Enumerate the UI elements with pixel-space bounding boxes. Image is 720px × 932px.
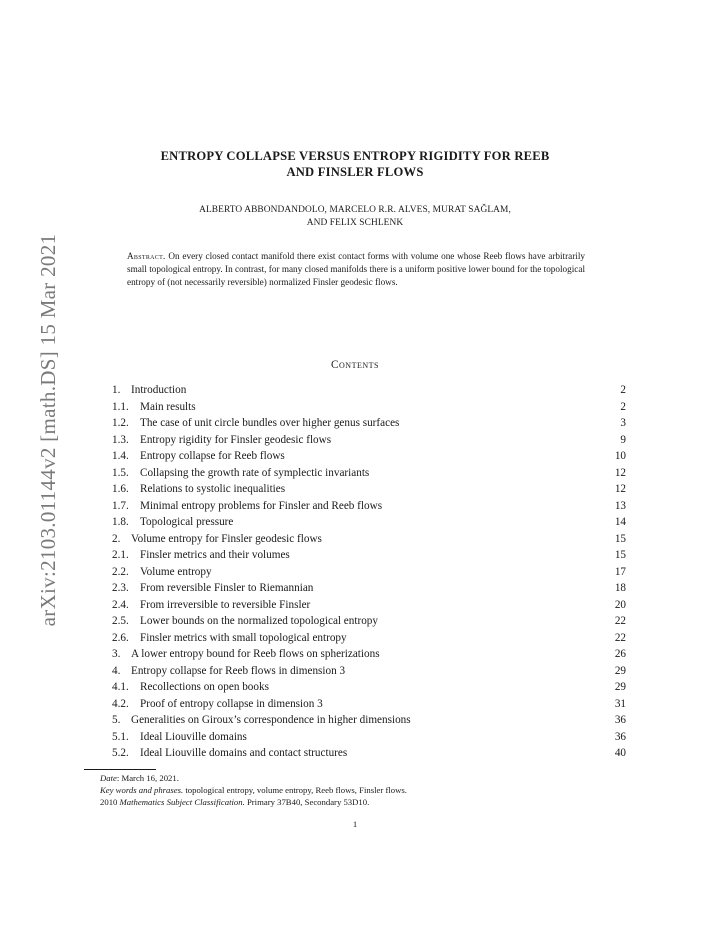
toc-entry-number: 2.3.	[112, 582, 129, 594]
toc-entry-title: Finsler metrics and their volumes	[140, 549, 290, 561]
abstract-text: On every closed contact manifold there exist contact forms with volume one whose Reeb flows have arbitrarily small topological entropy. In contrast, for many closed manifolds there is a uniform positive lower bound for the topological entropy of (not necessarily reversible) normalized Finsler geodesic flows.	[127, 251, 585, 288]
toc-entry-title: Ideal Liouville domains	[140, 730, 247, 743]
page-number: 1	[352, 819, 358, 829]
toc-entry[interactable]	[112, 696, 626, 713]
toc-entry-page: 10	[614, 450, 626, 462]
toc-entry[interactable]	[112, 531, 626, 548]
toc-entry-page: 36	[614, 714, 626, 726]
toc-entry-number: 2.5.	[112, 615, 129, 627]
toc-entry-title: Main results	[140, 400, 196, 413]
toc-entry[interactable]	[112, 663, 626, 680]
toc-entry-title: Topological pressure	[140, 516, 234, 528]
toc-entry[interactable]	[112, 415, 626, 432]
date-value: : March 16, 2021.	[116, 773, 179, 783]
toc-entry-number: 5.2.	[112, 747, 129, 759]
toc-entry-title: Volume entropy	[140, 565, 212, 578]
toc-entry-number: 4.	[112, 664, 121, 677]
toc-entry-page: 15	[614, 549, 626, 561]
table-of-contents	[112, 382, 626, 762]
toc-entry[interactable]	[112, 745, 626, 762]
toc-entry-number: 3.	[112, 648, 121, 660]
toc-entry-page: 15	[614, 532, 626, 545]
toc-entry-page: 29	[614, 664, 626, 677]
abstract	[127, 250, 585, 290]
toc-entry[interactable]	[112, 613, 626, 630]
toc-entry[interactable]	[112, 399, 626, 416]
toc-entry-number: 5.	[112, 714, 121, 726]
toc-entry-number: 1.6.	[112, 483, 129, 495]
toc-entry-page: 2	[620, 384, 626, 396]
toc-entry-title: Introduction	[131, 384, 187, 396]
contents-heading: Contents	[331, 359, 379, 371]
toc-entry-page: 14	[614, 516, 626, 528]
toc-entry-number: 5.1.	[112, 730, 129, 743]
toc-entry[interactable]	[112, 465, 626, 482]
footnotes	[100, 772, 600, 809]
toc-entry-page: 12	[614, 483, 626, 495]
toc-entry-page: 22	[614, 615, 626, 627]
keywords-value: topological entropy, volume entropy, Reeb flows, Finsler flows.	[183, 785, 407, 796]
toc-entry-number: 2.2.	[112, 565, 129, 578]
toc-entry[interactable]	[112, 481, 626, 498]
toc-entry-number: 2.4.	[112, 598, 129, 611]
toc-entry-page: 18	[614, 582, 626, 594]
toc-entry-title: Entropy collapse for Reeb flows in dimension 3	[131, 664, 346, 677]
paper-title	[95, 148, 615, 180]
toc-entry-page: 20	[614, 598, 626, 611]
msc-label: Mathematics Subject Classification.	[119, 797, 245, 808]
toc-entry[interactable]	[112, 729, 626, 746]
toc-entry-page: 12	[614, 466, 626, 479]
author-list	[110, 204, 600, 229]
toc-entry-number: 1.4.	[112, 450, 129, 462]
toc-entry-number: 2.	[112, 532, 121, 545]
toc-entry[interactable]	[112, 547, 626, 564]
toc-entry[interactable]	[112, 382, 626, 399]
toc-entry-title: Proof of entropy collapse in dimension 3	[140, 697, 323, 710]
toc-entry-page: 17	[614, 565, 626, 578]
toc-entry[interactable]	[112, 432, 626, 449]
toc-entry-number: 2.1.	[112, 549, 129, 561]
toc-entry[interactable]	[112, 564, 626, 581]
toc-entry-page: 36	[614, 730, 626, 743]
toc-entry-title: A lower entropy bound for Reeb flows on spherizations	[131, 648, 380, 660]
toc-entry-number: 1.1.	[112, 400, 129, 413]
footnote-msc	[100, 796, 600, 808]
toc-entry[interactable]	[112, 630, 626, 647]
footnote-date	[100, 772, 600, 784]
toc-entry[interactable]	[112, 712, 626, 729]
toc-entry-title: Lower bounds on the normalized topological entropy	[140, 615, 378, 627]
toc-entry-number: 1.8.	[112, 516, 129, 528]
keywords-label: Key words and phrases.	[100, 785, 184, 796]
authors-line-1: ALBERTO ABBONDANDOLO, MARCELO R.R. ALVES, MURAT SAĞLAM,	[199, 205, 511, 215]
toc-entry-number: 1.7.	[112, 499, 129, 512]
toc-entry[interactable]	[112, 597, 626, 614]
toc-entry-page: 2	[620, 400, 626, 413]
authors-line-2: AND FELIX SCHLENK	[306, 217, 404, 228]
arxiv-identifier-stamp: arXiv:2103.01144v2 [math.DS] 15 Mar 2021	[36, 233, 60, 627]
toc-entry-page: 3	[620, 417, 626, 429]
title-line-1: ENTROPY COLLAPSE VERSUS ENTROPY RIGIDITY FOR REEB	[160, 149, 550, 163]
toc-entry-title: Entropy collapse for Reeb flows	[140, 450, 285, 462]
toc-entry-page: 29	[614, 681, 626, 693]
toc-entry-title: From irreversible to reversible Finsler	[140, 598, 311, 611]
toc-entry-page: 13	[614, 499, 626, 512]
toc-entry-title: The case of unit circle bundles over higher genus surfaces	[140, 417, 400, 429]
toc-entry[interactable]	[112, 514, 626, 531]
toc-entry-title: From reversible Finsler to Riemannian	[140, 582, 314, 594]
msc-prefix: 2010	[100, 797, 120, 808]
toc-entry-number: 1.2.	[112, 417, 129, 429]
toc-entry-number: 4.2.	[112, 697, 129, 710]
toc-entry-number: 4.1.	[112, 681, 129, 693]
toc-entry[interactable]	[112, 448, 626, 465]
toc-entry[interactable]	[112, 679, 626, 696]
title-line-2: AND FINSLER FLOWS	[286, 165, 424, 179]
toc-entry[interactable]	[112, 498, 626, 515]
toc-entry-page: 40	[614, 747, 626, 759]
toc-entry-title: Volume entropy for Finsler geodesic flows	[131, 532, 322, 545]
toc-entry-number: 2.6.	[112, 631, 129, 644]
toc-entry-title: Recollections on open books	[140, 681, 269, 693]
toc-entry-title: Minimal entropy problems for Finsler and Reeb flows	[140, 499, 383, 512]
toc-entry-title: Generalities on Giroux’s correspondence in higher dimensions	[131, 714, 411, 726]
toc-entry-number: 1.	[112, 384, 121, 396]
toc-entry-title: Relations to systolic inequalities	[140, 483, 286, 495]
toc-entry-page: 31	[614, 697, 626, 710]
toc-entry-title: Entropy rigidity for Finsler geodesic flows	[140, 433, 332, 446]
abstract-label: Abstract.	[127, 251, 166, 261]
date-label: Date	[100, 773, 117, 783]
footnote-keywords	[100, 784, 600, 796]
toc-entry-number: 1.5.	[112, 466, 129, 479]
toc-entry-number: 1.3.	[112, 433, 129, 446]
msc-value: Primary 37B40, Secondary 53D10.	[244, 797, 370, 808]
toc-entry-title: Finsler metrics with small topological entropy	[140, 631, 347, 644]
footnote-rule	[84, 769, 156, 770]
toc-entry-title: Collapsing the growth rate of symplectic invariants	[140, 466, 370, 479]
toc-entry-page: 26	[614, 648, 626, 660]
toc-entry[interactable]	[112, 646, 626, 663]
toc-entry-page: 9	[620, 433, 626, 446]
toc-entry-page: 22	[614, 631, 626, 644]
toc-entry-title: Ideal Liouville domains and contact structures	[140, 747, 348, 759]
toc-entry[interactable]	[112, 580, 626, 597]
